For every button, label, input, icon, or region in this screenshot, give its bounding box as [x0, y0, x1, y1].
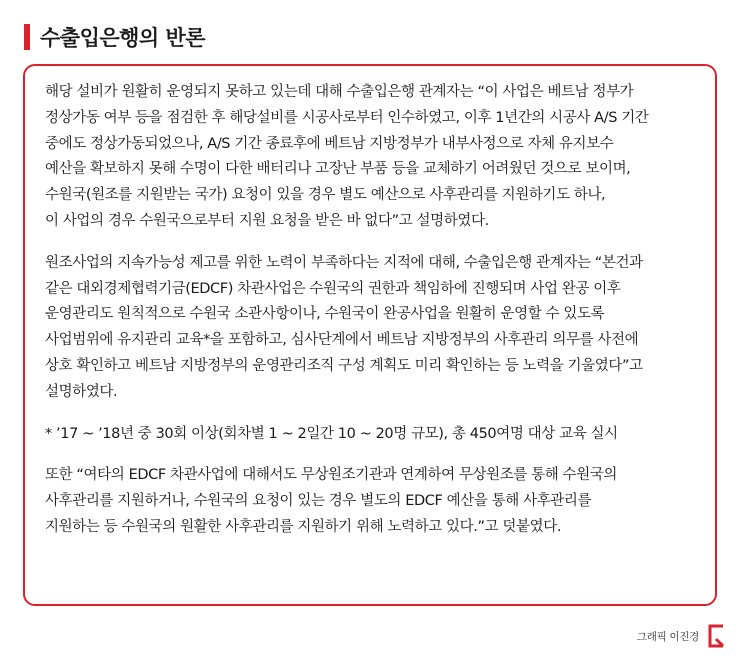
graphic-credit — [637, 624, 725, 648]
bracket-logo-icon — [707, 624, 725, 648]
credit-text: 그래픽 이진경 — [636, 630, 699, 643]
paragraph-footnote: * ’17 ~ ’18년 중 30회 이상(회차별 1 ~ 2일간 10 ~ 20명 규모), 총 450여명 대상 교육 실시 — [45, 425, 618, 442]
statement-panel — [23, 64, 717, 606]
page-header — [24, 22, 205, 52]
paragraph-response: 해당 설비가 원활히 운영되지 못하고 있는데 대해 수출입은행 관계자는 “이 사업은 베트남 정부가 정상가동 여부 등을 점검한 후 해당설비를 시공사로부터 인수하였고, 이후 1년간의 시공사 A/S 기간 중에도 정상가동되었으나, A/S 기간 종료후에 베트남 지방정부가 내부사정으로 자체 유지보수 예산을 확보하지 못해 수명이 다한 배터리나 고장난 부품 등을 교체하기 어려웠던 것으로 보이며, 수원국(원조를 지원받는 국가) 요청이 있을 경우 별도 예산으로 사후관리를 지원하기도 하나, 이 사업의 경우 수원국으로부터 지원 요청을 받은 바 없다”고 설명하였다. — [45, 84, 649, 229]
paragraph-additional: 또한 “여타의 EDCF 차관사업에 대해서도 무상원조기관과 연계하여 무상원조를 통해 수원국의 사후관리를 지원하거나, 수원국의 요청이 있는 경우 별도의 EDCF 예산을 통해 사후관리를 지원하는 등 수원국의 원활한 사후관리를 지원하기 위해 노력하고 있다.”고 덧붙였다. — [45, 467, 618, 535]
title-accent-bar — [24, 24, 30, 50]
paragraph-sustainability: 원조사업의 지속가능성 제고를 위한 노력이 부족하다는 지적에 대해, 수출입은행 관계자는 “본건과 같은 대외경제협력기금(EDCF) 차관사업은 수원국의 권한과 책임하에 진행되며 사업 완공 이후 운영관리도 원칙적으로 수원국 소관사항이나, 수원국이 완공사업을 원활히 운영할 수 있도록 사업범위에 유지관리 교육*을 포함하고, 심사단계에서 베트남 지방정부의 사후관리 의무를 사전에 상호 확인하고 베트남 지방정부의 운영관리조직 구성 계획도 미리 확인하는 등 노력을 기울였다”고 설명하였다. — [45, 254, 643, 400]
page-title: 수출입은행의 반론 — [40, 26, 206, 50]
